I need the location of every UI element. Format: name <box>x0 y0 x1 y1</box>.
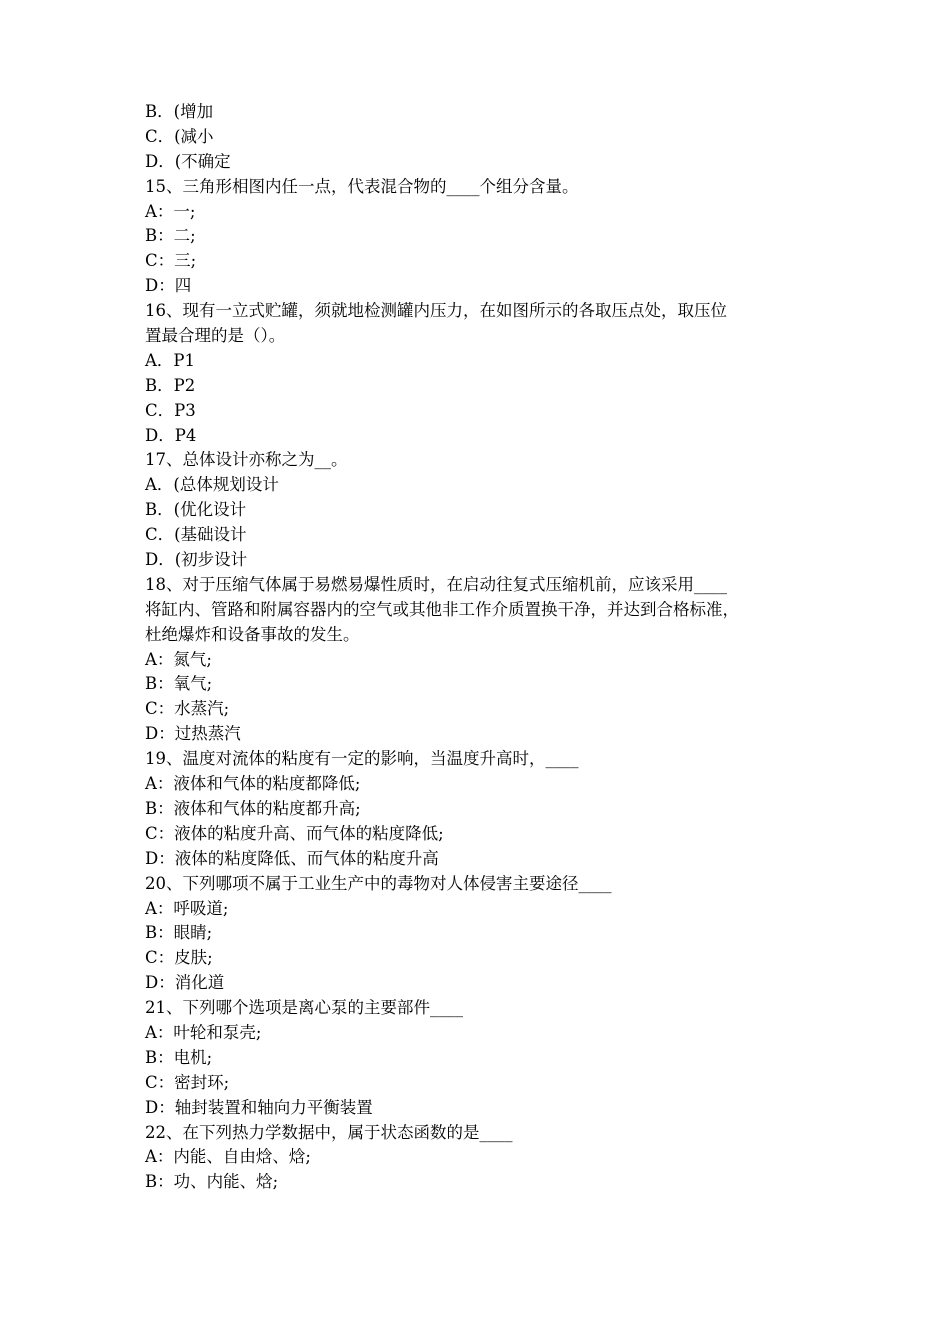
option-line: A：呼吸道; <box>145 898 229 918</box>
option-line: D．P4 <box>145 425 197 445</box>
option-line: C．(基础设计 <box>145 525 247 545</box>
option-line: C：水蒸汽; <box>145 699 230 719</box>
question-18-continued: 将缸内、管路和附属容器内的空气或其他非工作介质置换干净，并达到合格标准， <box>145 599 739 619</box>
option-line: D：液体的粘度降低、而气体的粘度升高 <box>145 848 439 868</box>
question-18-continued: 杜绝爆炸和设备事故的发生。 <box>145 624 360 644</box>
question-22: 22、在下列热力学数据中，属于状态函数的是____ <box>145 1122 513 1142</box>
option-line: A．P1 <box>145 350 196 370</box>
option-line: D：过热蒸汽 <box>145 724 241 744</box>
option-line: A：氮气; <box>145 649 212 669</box>
question-16-continued: 置最合理的是（）。 <box>145 326 286 346</box>
option-line: B．P2 <box>145 375 196 395</box>
question-17: 17、总体设计亦称之为__。 <box>145 450 348 470</box>
option-line: D：四 <box>145 276 192 296</box>
question-18: 18、对于压缩气体属于易燃易爆性质时，在启动往复式压缩机前，应该采用____ <box>145 574 727 594</box>
question-19: 19、温度对流体的粘度有一定的影响，当温度升高时，____ <box>145 749 579 769</box>
question-20: 20、下列哪项不属于工业生产中的毒物对人体侵害主要途径____ <box>145 873 612 893</box>
option-line: C：皮肤; <box>145 948 213 968</box>
option-line: B：液体和气体的粘度都升高; <box>145 798 361 818</box>
option-line: A：一; <box>145 201 196 221</box>
document-page <box>145 100 825 1195</box>
option-line: D．(初步设计 <box>145 550 248 570</box>
option-line: A：叶轮和泵壳; <box>145 1022 262 1042</box>
option-line: B．(优化设计 <box>145 500 247 520</box>
option-line: B：电机; <box>145 1047 213 1067</box>
option-line: B：功、内能、焓; <box>145 1172 279 1192</box>
option-line: C．(减小 <box>145 126 214 146</box>
option-line: B：眼睛; <box>145 923 213 943</box>
option-line: C：三; <box>145 251 197 271</box>
question-21: 21、下列哪个选项是离心泵的主要部件____ <box>145 998 463 1018</box>
option-line: A．(总体规划设计 <box>145 475 279 495</box>
option-line: D：消化道 <box>145 973 225 993</box>
option-line: B．(增加 <box>145 102 214 121</box>
option-line: D：轴封装置和轴向力平衡装置 <box>145 1097 373 1117</box>
option-line: A：内能、自由焓、焓; <box>145 1147 311 1167</box>
question-15: 15、三角形相图内任一点，代表混合物的____个组分含量。 <box>145 176 579 196</box>
question-16: 16、现有一立式贮罐，须就地检测罐内压力，在如图所示的各取压点处，取压位 <box>145 301 727 321</box>
option-line: D．(不确定 <box>145 151 231 171</box>
option-line: C：密封环; <box>145 1072 230 1092</box>
option-line: B：二; <box>145 226 196 246</box>
option-line: C．P3 <box>145 400 196 420</box>
option-line: C：液体的粘度升高、而气体的粘度降低; <box>145 823 444 843</box>
option-line: B：氧气; <box>145 674 213 694</box>
option-line: A：液体和气体的粘度都降低; <box>145 774 361 794</box>
